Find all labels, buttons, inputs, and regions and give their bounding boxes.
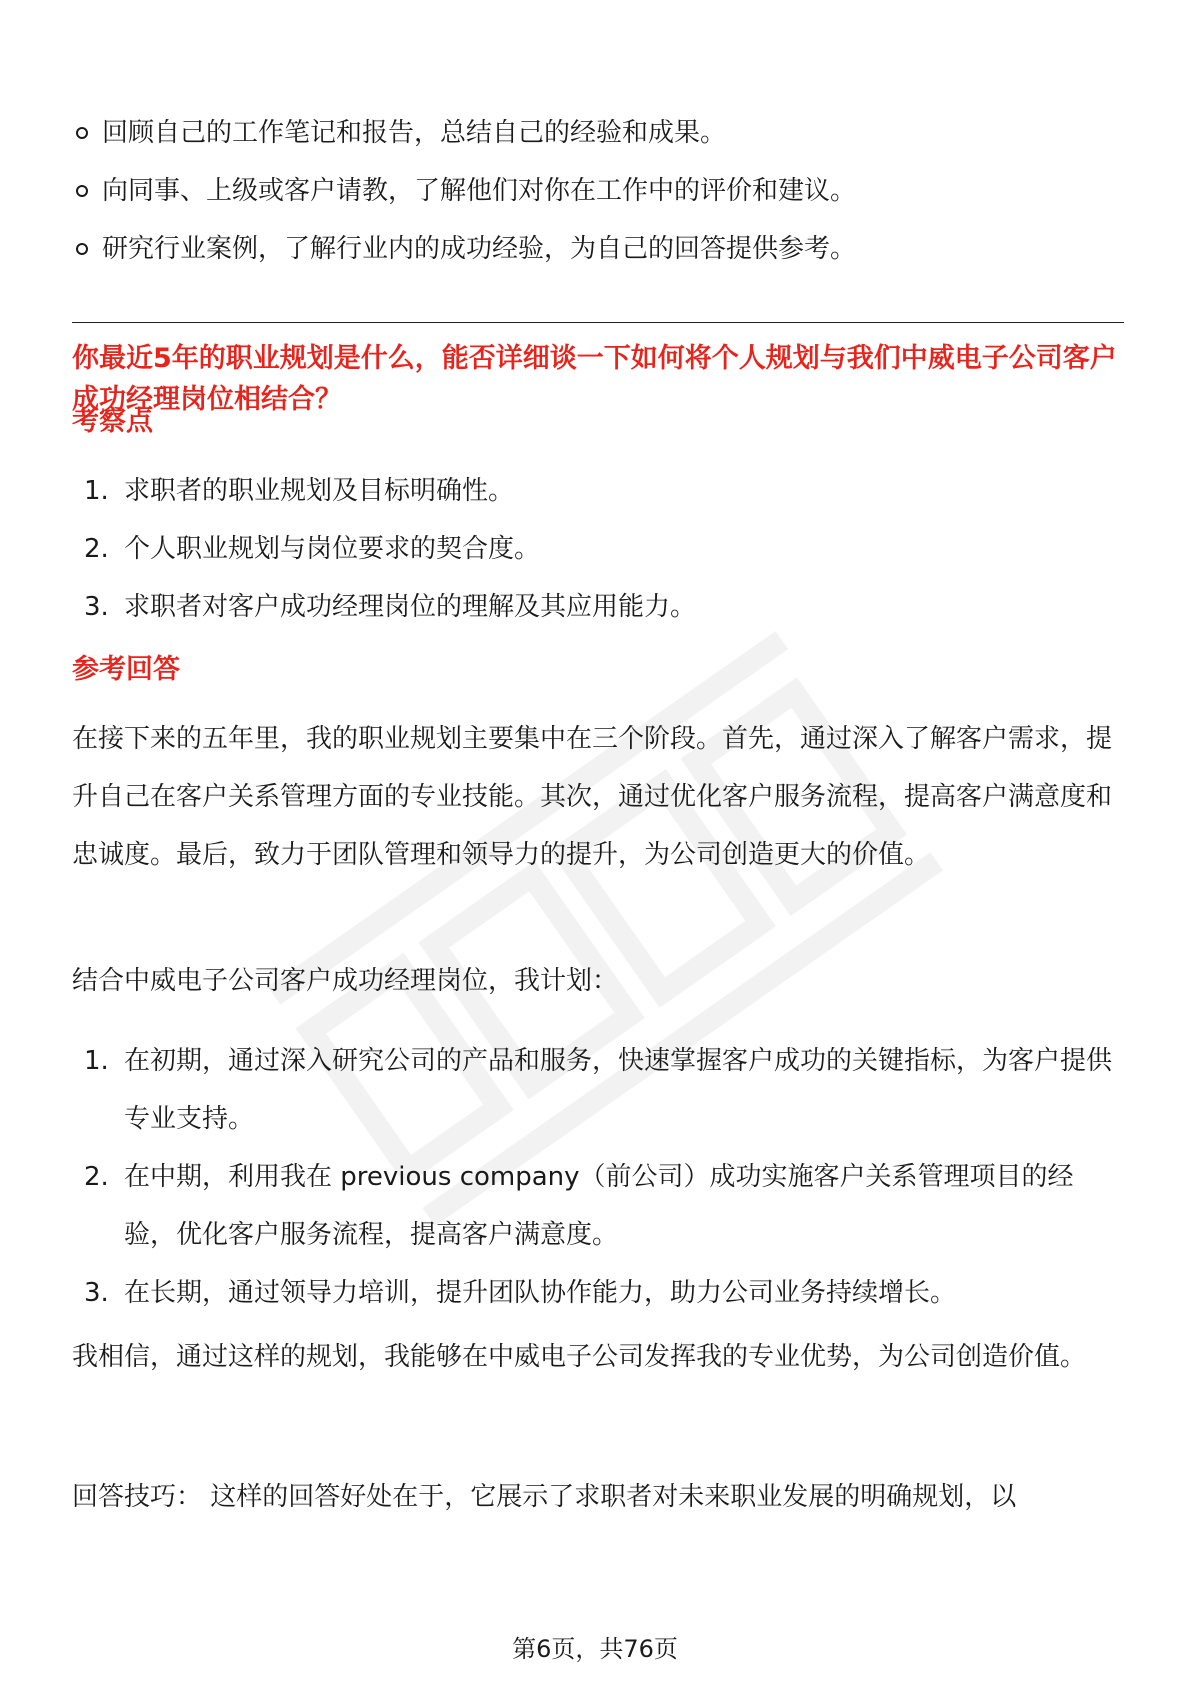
list-item: 3. 求职者对客户成功经理岗位的理解及其应用能力。 <box>84 592 697 622</box>
tips-bullet-list <box>76 104 856 278</box>
answer-tip: 回答技巧： 这样的回答好处在于，它展示了求职者对未来职业发展的明确规划，以 <box>72 1482 1017 1512</box>
bullet-item: 回顾自己的工作笔记和报告，总结自己的经验和成果。 <box>76 104 856 162</box>
bullet-item: 研究行业案例，了解行业内的成功经验，为自己的回答提供参考。 <box>76 220 856 278</box>
hollow-bullet-icon <box>76 185 88 197</box>
answer-plan-intro: 结合中威电子公司客户成功经理岗位，我计划： <box>72 966 619 996</box>
list-item: 2. 在中期，利用我在 previous company（前公司）成功实施客户关系管理项目的经验，优化客户服务流程，提高客户满意度。 <box>84 1162 1074 1250</box>
reference-answer-heading: 参考回答 <box>72 654 180 685</box>
list-item: 1. 求职者的职业规划及目标明确性。 <box>84 476 515 506</box>
list-item: 1. 在初期，通过深入研究公司的产品和服务，快速掌握客户成功的关键指标，为客户提供专业支持。 <box>84 1046 1113 1134</box>
bullet-item: 向同事、上级或客户请教，了解他们对你在工作中的评价和建议。 <box>76 162 856 220</box>
page-number: 第6页，共76页 <box>512 1635 678 1663</box>
section-divider <box>72 322 1124 323</box>
hollow-bullet-icon <box>76 243 88 255</box>
list-item: 2. 个人职业规划与岗位要求的契合度。 <box>84 534 541 564</box>
key-points-heading: 考察点 <box>72 406 153 437</box>
plan-list <box>84 1032 1124 1322</box>
list-item: 3. 在长期，通过领导力培训，提升团队协作能力，助力公司业务持续增长。 <box>84 1278 957 1308</box>
answer-paragraph: 在接下来的五年里，我的职业规划主要集中在三个阶段。首先，通过深入了解客户需求，提升自己在客户关系管理方面的专业技能。其次，通过优化客户服务流程，提高客户满意度和忠诚度。最后，致力于团队管理和领导力的提升，为公司创造更大的价值。 <box>72 724 1113 870</box>
interview-question: 你最近5年的职业规划是什么，能否详细谈一下如何将个人规划与我们中威电子公司客户成功经理岗位相结合？ <box>72 343 1117 415</box>
hollow-bullet-icon <box>76 127 88 139</box>
key-points-list <box>84 462 1124 636</box>
answer-conclusion: 我相信，通过这样的规划，我能够在中威电子公司发挥我的专业优势，为公司创造价值。 <box>72 1342 1087 1372</box>
